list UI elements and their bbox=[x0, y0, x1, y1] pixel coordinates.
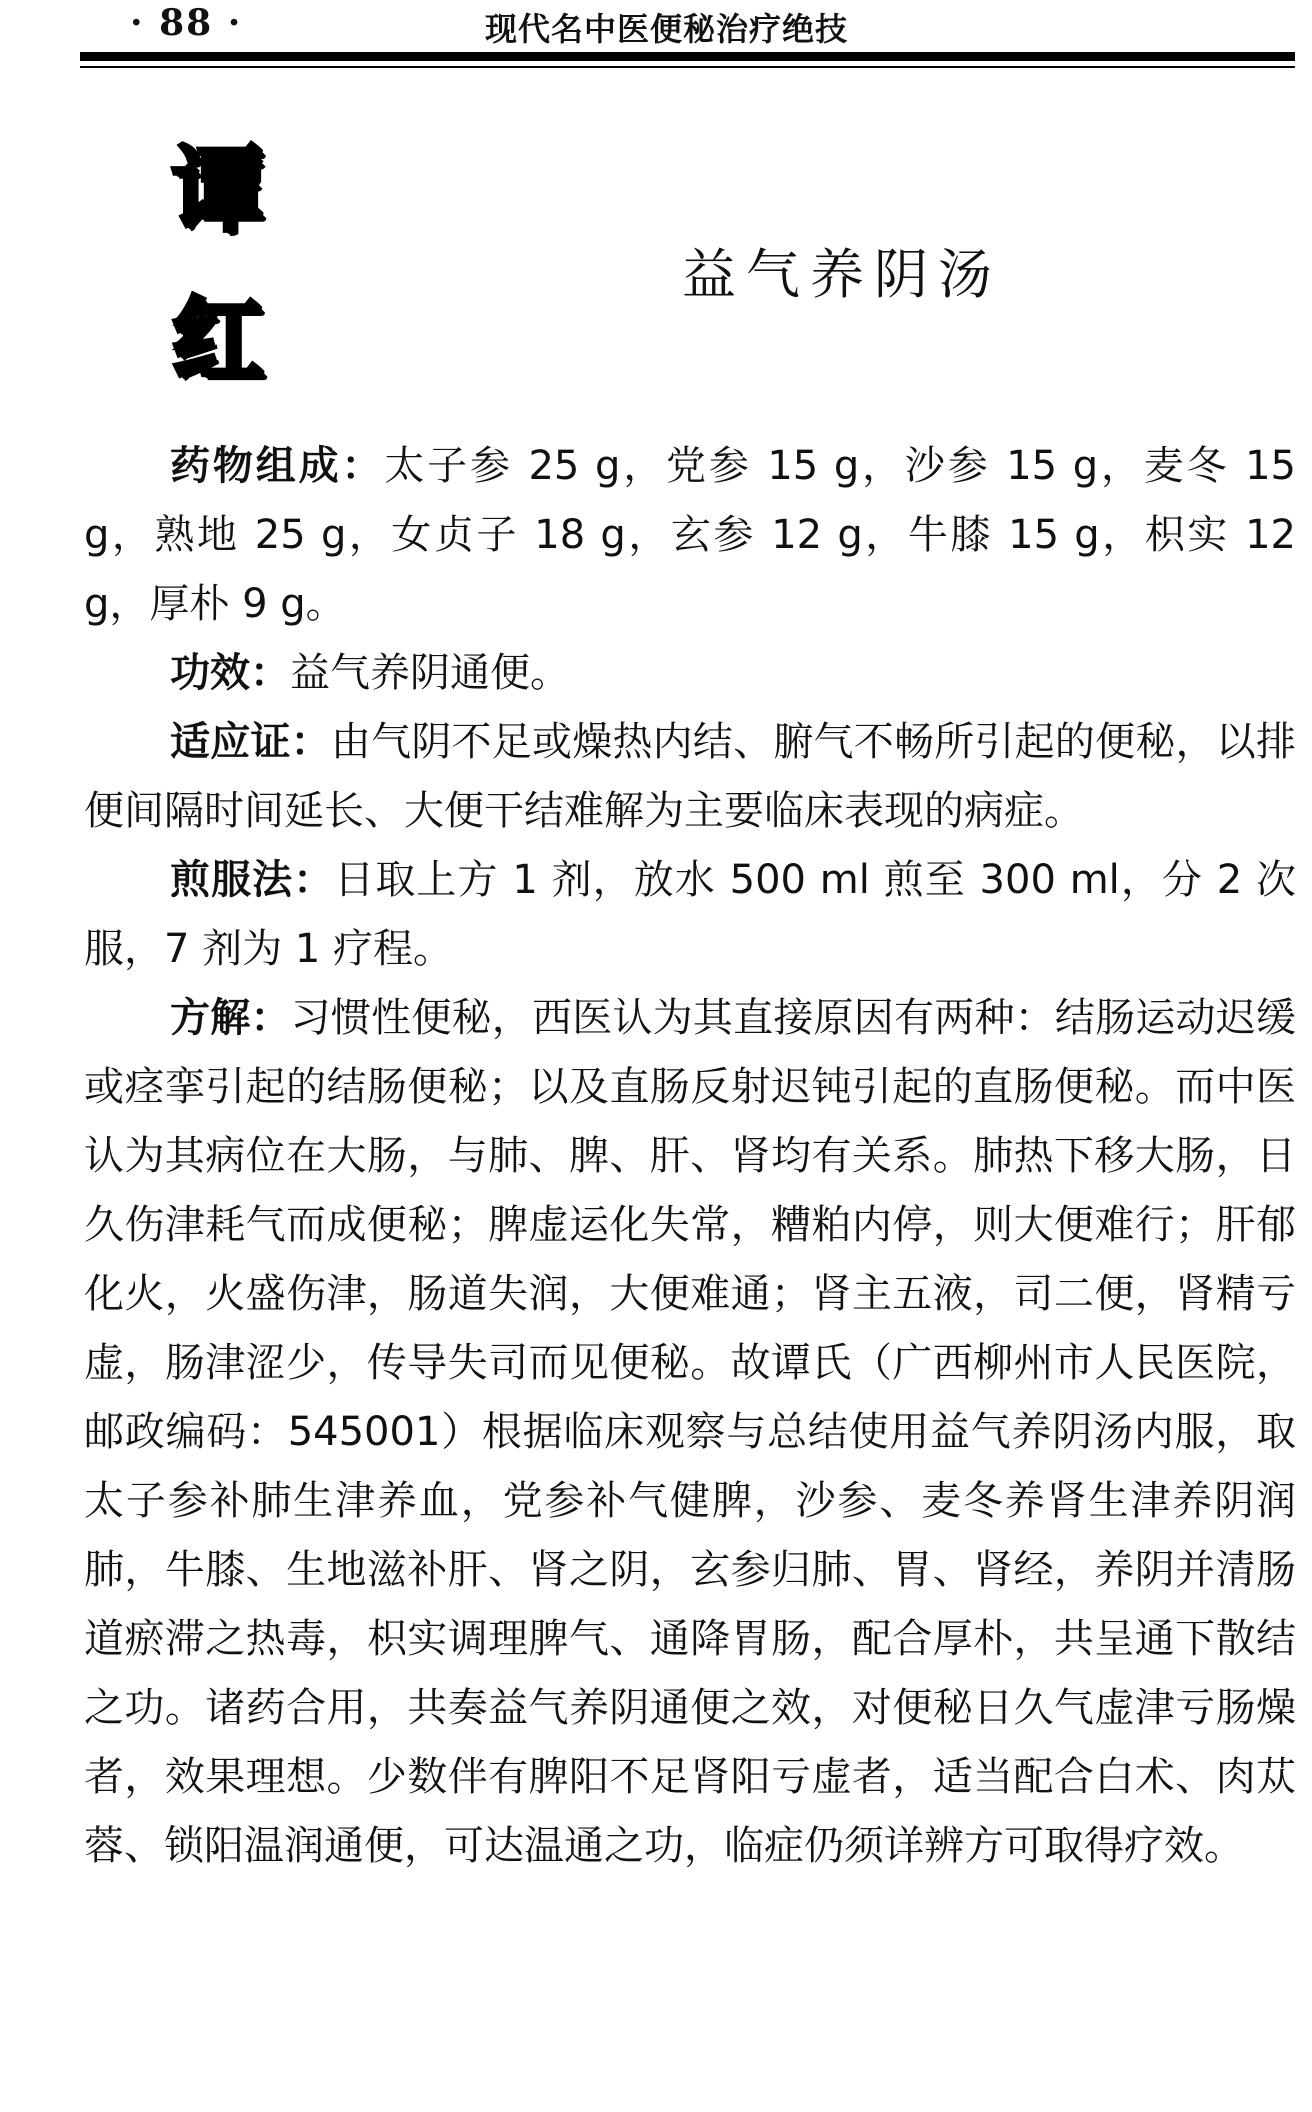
label-composition: 药物组成： bbox=[170, 443, 385, 489]
paragraph-efficacy bbox=[84, 639, 1296, 708]
label-indications: 适应证： bbox=[170, 719, 331, 765]
book-title: 现代名中医便秘治疗绝技 bbox=[485, 10, 849, 48]
text-composition: 太子参 25 g，党参 15 g，沙参 15 g，麦冬 15 g，熟地 25 g，女贞子 18 g，玄参 12 g，牛膝 15 g，枳实 12 g，厚朴 9 g。 bbox=[84, 443, 1297, 627]
header-rule-thick bbox=[80, 52, 1295, 61]
text-indications: 由气阴不足或燥热内结、腑气不畅所引起的便秘，以排便间隔时间延长、大便干结难解为主要临床表现的病症。 bbox=[84, 719, 1297, 834]
header-rule-thin bbox=[80, 66, 1295, 68]
label-explanation: 方解： bbox=[170, 995, 291, 1041]
paragraph-administration bbox=[84, 846, 1296, 984]
paragraph-composition bbox=[84, 432, 1296, 639]
text-efficacy: 益气养阴通便。 bbox=[290, 650, 570, 696]
page-number: · 88 · bbox=[130, 2, 243, 44]
author-name-char-1: 谭 bbox=[172, 137, 265, 244]
author-name-char-2: 红 bbox=[172, 287, 265, 394]
formula-title: 益气养阴汤 bbox=[682, 243, 1002, 306]
label-efficacy: 功效： bbox=[170, 650, 290, 696]
text-administration: 日取上方 1 剂，放水 500 ml 煎至 300 ml，分 2 次服，7 剂为 1 疗程。 bbox=[84, 857, 1296, 972]
paragraph-explanation bbox=[84, 984, 1296, 1881]
text-explanation: 习惯性便秘，西医认为其直接原因有两种：结肠运动迟缓或痉挛引起的结肠便秘；以及直肠反射迟钝引起的直肠便秘。而中医认为其病位在大肠，与肺、脾、肝、肾均有关系。肺热下移大肠，日久伤津耗气而成便秘；脾虚运化失常，糟粕内停，则大便难行；肝郁化火，火盛伤津，肠道失润，大便难通；肾主五液，司二便，肾精亏虚，肠津涩少，传导失司而见便秘。故谭氏（广西柳州市人民医院，邮政编码：545001）根据临床观察与总结使用益气养阴汤内服，取太子参补肺生津养血，党参补气健脾，沙参、麦冬养肾生津养阴润肺，牛膝、生地滋补肝、肾之阴，玄参归肺、胃、肾经，养阴并清肠道瘀滞之热毒，枳实调理脾气、通降胃肠，配合厚朴，共呈通下散结之功。诸药合用，共奏益气养阴通便之效，对便秘日久气虚津亏肠燥者，效果理想。少数伴有脾阳不足肾阳亏虚者，适当配合白术、肉苁蓉、锁阳温润通便，可达温通之功，临症仍须详辨方可取得疗效。 bbox=[84, 995, 1297, 1869]
running-header bbox=[80, 0, 1295, 48]
label-administration: 煎服法： bbox=[170, 857, 335, 903]
body-text bbox=[84, 432, 1296, 1881]
paragraph-indications bbox=[84, 708, 1296, 846]
